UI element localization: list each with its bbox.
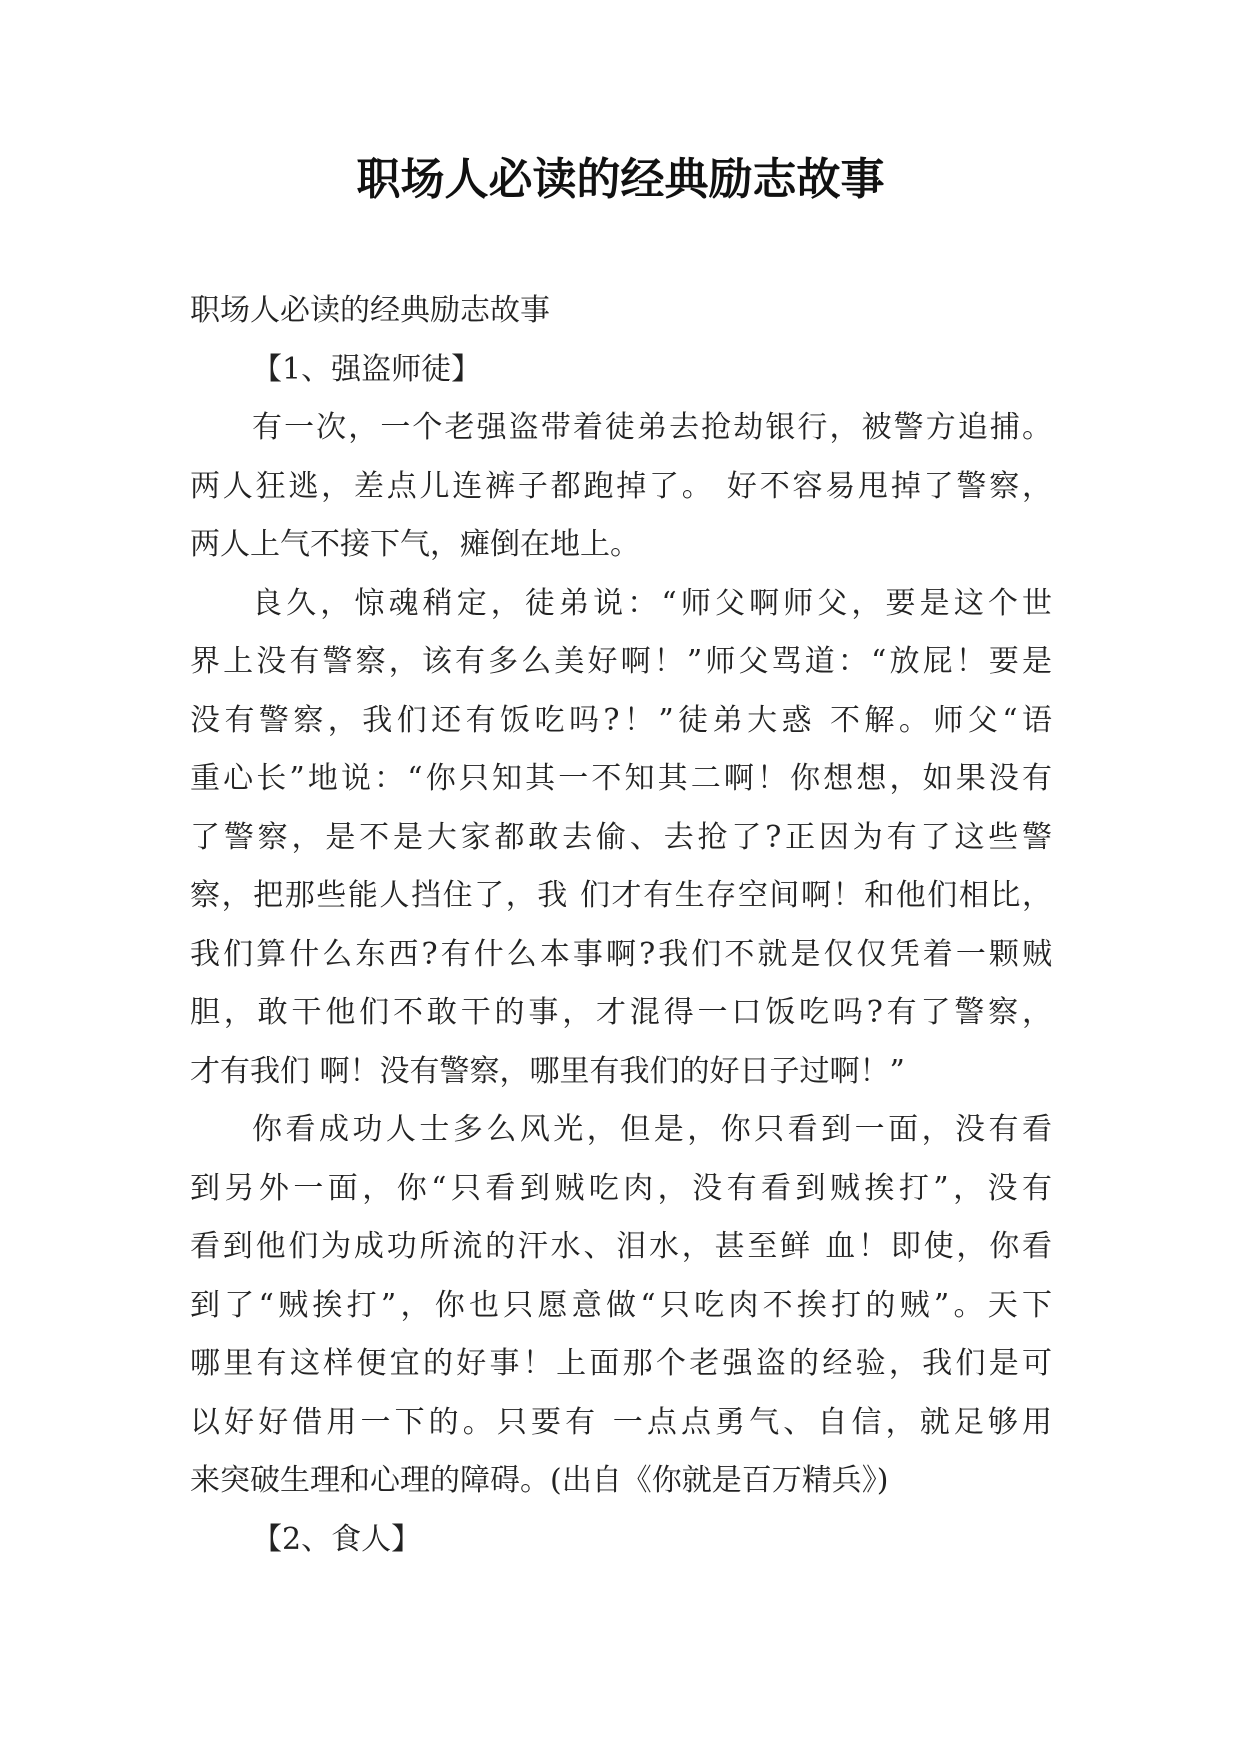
paragraph-line: 良久，惊魂稍定，徒弟说：“师父啊师父，要是这个世: [252, 585, 1052, 621]
paragraph-line: 有一次，一个老强盗带着徒弟去抢劫银行，被警方追捕。: [252, 410, 1052, 445]
paragraph-line: 胆，敢干他们不敢干的事，才混得一口饭吃吗?有了警察，: [190, 995, 1052, 1030]
paragraph-line: 到了“贼挨打”，你也只愿意做“只吃肉不挨打的贼”。天下: [190, 1287, 1052, 1323]
paragraph-line: 看到他们为成功所流的汗水、泪水，甚至鲜 血！即使，你看: [190, 1229, 1052, 1264]
paragraph-line: 界上没有警察，该有多么美好啊！”师父骂道：“放屁！要是: [190, 644, 1052, 679]
paragraph-line: 你看成功人士多么风光，但是，你只看到一面，没有看: [252, 1112, 1052, 1147]
section-heading-1: 【1、强盗师徒】: [252, 351, 482, 387]
document-body: [190, 282, 1052, 1569]
body-heading: 职场人必读的经典励志故事: [190, 293, 550, 328]
paragraph-line: 我们算什么东西?有什么本事啊?我们不就是仅仅凭着一颗贼: [190, 936, 1052, 972]
paragraph-line: 到另外一面，你“只看到贼吃肉，没有看到贼挨打”，没有: [190, 1170, 1052, 1206]
paragraph-line: 哪里有这样便宜的好事！上面那个老强盗的经验，我们是可: [190, 1346, 1052, 1381]
paragraph-line: 两人狂逃，差点儿连裤子都跑掉了。 好不容易甩掉了警察，: [190, 468, 1052, 504]
paragraph-line: 才有我们 啊！没有警察，哪里有我们的好日子过啊！”: [190, 1053, 905, 1089]
paragraph-line: 察，把那些能人挡住了，我 们才有生存空间啊！和他们相比，: [190, 878, 1052, 913]
section-heading-2: 【2、食人】: [252, 1521, 422, 1557]
document-title: 职场人必读的经典励志故事: [356, 154, 885, 205]
paragraph-line: 了警察，是不是大家都敢去偷、去抢了?正因为有了这些警: [190, 819, 1052, 855]
paragraph-line: 来突破生理和心理的障碍。(出自《你就是百万精兵》): [190, 1463, 889, 1498]
paragraph-line: 两人上气不接下气，瘫倒在地上。: [190, 527, 640, 562]
paragraph-line: 没有警察，我们还有饭吃吗?！”徒弟大惑 不解。师父“语: [190, 702, 1052, 738]
paragraph-line: 重心长”地说：“你只知其一不知其二啊！你想想，如果没有: [190, 761, 1052, 796]
paragraph-line: 以好好借用一下的。只要有 一点点勇气、自信，就足够用: [190, 1404, 1052, 1440]
